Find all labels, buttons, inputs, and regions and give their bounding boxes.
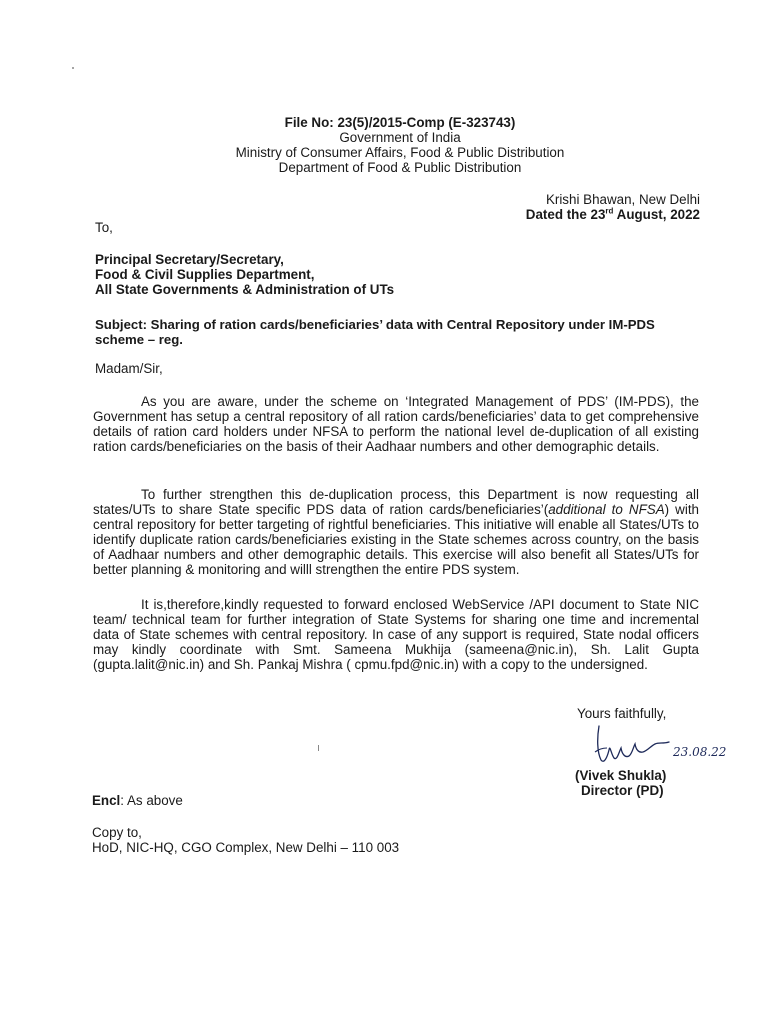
signatory-name: (Vivek Shukla) [575,768,667,783]
subject [95,317,705,347]
paragraph-2-text: To further strengthen this de-duplication process, this Department is now requesting all states/UTs to share State specific PDS data of ration cards/beneficiaries’(additional to NFSA) with central repository for better targeting of rightful beneficiaries. This initiative will enable all States/UTs to identify duplicate ration cards/beneficiaries existing in the State schemes across country, on the basis of Aadhaar numbers and other demographic details. This exercise will also benefit all States/UTs for better planning & monitoring and willl strengthen the entire PDS system. [93,487,699,577]
scan-speck [72,67,74,69]
paragraph-1 [93,394,699,454]
handwritten-signature [585,722,745,772]
file-number: File No: 23(5)/2015-Comp (E-323743) [284,115,516,130]
department-name: Department of Food & Public Distribution [278,160,522,175]
salutation: Madam/Sir, [95,361,163,376]
enclosure-text: : As above [120,793,183,808]
letter-date: Dated the 23rd August, 2022 [525,206,700,222]
paragraph-3 [93,597,699,672]
closing: Yours faithfully, [577,706,667,721]
enclosure [92,793,183,808]
enclosure-label: Encl [92,793,121,808]
copy-to-recipient: HoD, NIC-HQ, CGO Complex, New Delhi – 110 003 [92,840,400,855]
paragraph-1-text: As you are aware, under the scheme on ‘Integrated Management of PDS’ (IM-PDS), the Government has setup a central repository of all ration cards/beneficiaries’ data to get comprehensive details of ration card holders under NFSA to perform the national level de-duplication of all existing ration cards/beneficiaries on the basis of their Aadhaar numbers and other demographic details. [93,394,699,454]
addressee-line: Food & Civil Supplies Department, [95,267,315,282]
signature-date: 23.08.22 [673,745,727,759]
addressee-line: All State Governments & Administration of UTs [95,282,395,297]
signatory-designation: Director (PD) [581,783,664,798]
place: Krishi Bhawan, New Delhi [545,192,700,207]
place-date [440,192,700,222]
copy-to-label: Copy to, [92,825,142,840]
addressee-block [95,252,695,297]
scan-speck [318,745,319,751]
subject-line: scheme – reg. [95,332,183,347]
subject-line: Subject: Sharing of ration cards/beneficiaries’ data with Central Repository under IM-PDS [95,317,655,332]
copy-to [92,825,512,855]
signatory [575,768,715,798]
paragraph-2 [93,487,699,577]
government-name: Government of India [339,130,461,145]
addressee-line: Principal Secretary/Secretary, [95,252,284,267]
letter-header [120,115,680,175]
ministry-name: Ministry of Consumer Affairs, Food & Public Distribution [235,145,565,160]
paragraph-3-text: It is,therefore,kindly requested to forward enclosed WebService /API document to State NIC team/ technical team for further integration of State Systems for sharing one time and incremental data of State schemes with central repository. In case of any support is required, State nodal officers may kindly coordinate with Smt. Sameena Mukhija (sameena@nic.in), Sh. Lalit Gupta (gupta.lalit@nic.in) and Sh. Pankaj Mishra ( cpmu.fpd@nic.in) with a copy to the undersigned. [93,597,699,672]
to-label: To, [95,220,113,235]
